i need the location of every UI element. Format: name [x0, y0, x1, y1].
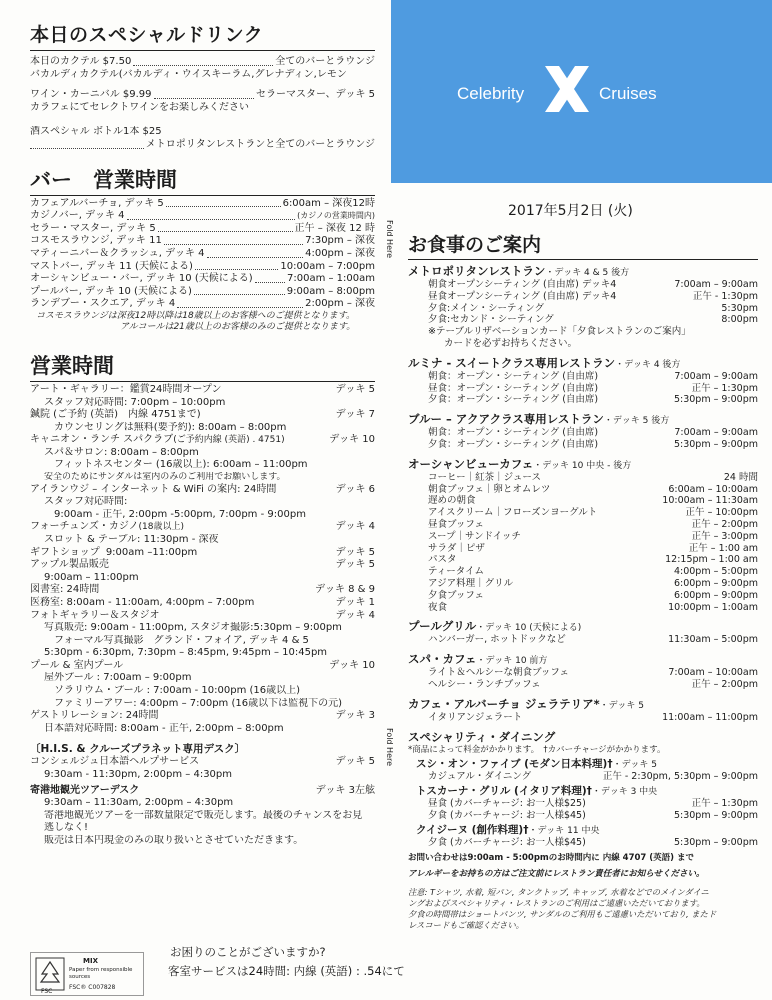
tour-sub-2: 寄港地観光ツアーを一部数量限定で販売します。最後のチャンスをお見 [44, 809, 363, 821]
specialty-heading: スペシャリティ・ダイニング [408, 729, 556, 744]
photo-sub-1: 写真販売: 9:00am - 11:00pm, スタジオ撮影:5:30pm – 9:00pm [44, 622, 342, 634]
art-gallery-row: アート・ギャラリー：鑑賞24時間オープン デッキ 5 [30, 383, 375, 395]
oceanview-row: ティータイム 4:00pm – 5:00pm [428, 566, 758, 578]
metro-row: 夕食:メイン・シーティング 5:30pm [428, 302, 758, 314]
gelato-row: イタリアンジェラート 11:00am – 11:00pm [428, 711, 758, 723]
acupuncture-sub: カウンセリングは無料(要予約): 8:00am – 8:00pm [54, 421, 287, 433]
concierge-row: コンシェルジュ日本語ヘルプサービス デッキ 5 [30, 756, 375, 768]
tour-sub-1: 9:30am – 11:30am, 2:00pm – 4:30pm [44, 797, 234, 809]
luminae-heading: ルミナ - スイートクラス専用レストラン・デッキ 4 後方 [408, 355, 681, 370]
ilounge-row: アイランウジ – インターネット & WiFi の案内: 24時間 デッキ 6 [30, 483, 375, 495]
drinks-rule [30, 50, 375, 51]
brand-left: Celebrity [457, 84, 525, 103]
oceanview-row: 夜食 10:00pm – 1:00am [428, 601, 758, 613]
fsc-badge [30, 952, 144, 996]
oceanview-heading: オーシャンビューカフェ・デッキ 10 中央 - 後方 [408, 456, 632, 471]
ilounge-sub-2: 9:00am - 正午, 2:00pm -5:00pm, 7:00pm - 9:00pm [54, 508, 306, 520]
ilounge-sub-1: スタッフ対応時間: [44, 496, 128, 508]
hours-title: 営業時間 [30, 353, 114, 378]
spa-cafe-row: ライト＆ヘルシーな朝食ブッフェ 7:00am – 10:00am [428, 667, 758, 679]
cocktail-row: 本日のカクテル $7.50 全てのバーとラウンジ [30, 56, 375, 67]
attention-block: 注意: Tシャツ, 水着, 短パン, タンクトップ, キャップ, 水着などでのメインダイニ ングおよびスペシャリティ・レストランのご利用はご遠慮いただいております。 夕食の時間帯はショートパンツ, サンダルのご利用もご遠慮いただいており, またド レスコードもご確認ください。 [408, 887, 717, 931]
dining-column [408, 230, 758, 931]
metro-row: 昼食オープンシーティング (自由席) デッキ4 正午 - 1:30pm [428, 290, 758, 302]
spa-cafe-heading: スパ・カフェ・デッキ 10 前方 [408, 652, 548, 667]
dining-title: お食事のご案内 [408, 234, 542, 256]
oceanview-row: 遅めの朝食 10:00am – 11:30am [428, 495, 758, 507]
pool-grill-row: ハンバーガー, ホットドックなど 11:30am – 5:00pm [428, 634, 758, 646]
sushi-row: カジュアル・ダイニング 正午 - 2:30pm, 5:30pm – 9:00pm [428, 771, 758, 783]
wine-row: ワイン・カーニバル $9.99 セラーマスター、デッキ 5 [30, 89, 375, 101]
fsc-tree-icon [35, 957, 65, 991]
oceanview-row: 夕食ブッフェ 6:00pm – 9:00pm [428, 589, 758, 601]
oceanview-row: スープ｜サンドイッチ 正午 – 3:00pm [428, 530, 758, 542]
tour-desk-row: 寄港地観光ツアーデスク デッキ 3左舷 [30, 784, 375, 796]
hours-rule [30, 381, 375, 382]
oceanview-row: 朝食ブッフェ｜卵とオムレツ 6:00am – 10:00am [428, 483, 758, 495]
brand-banner [391, 0, 772, 183]
menu-date: 2017年5月2日 (火) [508, 203, 633, 219]
bar-title: バー 営業時間 [30, 167, 177, 192]
tuscan-row: 昼食 (カバーチャージ: お一人様$25) 正午 – 1:30pm [428, 798, 758, 810]
guest-relations-row: ゲストリレーション: 24時間 デッキ 3 [30, 710, 375, 722]
library-row: 図書室: 24時間 デッキ 8 & 9 [30, 584, 375, 596]
blu-row: 夕食：オープン・シーティング (自由席) 5:30pm – 9:00pm [428, 438, 758, 450]
spa-sub-1: スパ＆サロン: 8:00am – 8:00pm [44, 446, 199, 458]
bar-row: マストバー, デッキ 11 (天候による) 10:00am – 7:00pm [30, 260, 375, 272]
metro-note-1: ※テーブルリザベーションカード「夕食レストランのご案内」 [428, 326, 691, 338]
fsc-paper: Paper from responsible sources [69, 967, 133, 980]
wine-desc: カラフェにてセレクトワインをお楽しみください [30, 101, 249, 113]
casino-row: フォーチュンズ・カジノ (18歳以上) デッキ 4 [30, 521, 375, 533]
photo-row: フォトギャラリー＆スタジオ デッキ 4 [30, 609, 375, 621]
specialty-note: *商品によって料金がかかります。 †カバーチャージがかかります。 [408, 744, 666, 755]
acupuncture-row: 鍼院 (ご予約 (英語) 内線 4751まで) デッキ 7 [30, 409, 375, 421]
fsc-code: FSC® C007828 [69, 984, 116, 991]
sake-label: 酒スペシャル ボトル1本 $25 [30, 126, 162, 138]
his-title: 〔H.I.S. & クルーズプラネット専用デスク〕 [30, 743, 246, 756]
metro-note-2: カードを必ずお持ちください。 [444, 337, 578, 349]
tour-sub-4: 販売は日本円現金のみの取り扱いとさせていただきます。 [44, 835, 304, 846]
contact-line: お問い合わせは9:00am - 5:00pmのお時間内に 内線 4707 (英語) まで [408, 852, 695, 863]
brand-right: Cruises [599, 84, 657, 103]
drinks-title: 本日のスペシャルドリンク [30, 24, 264, 46]
pool-sub-3: ファミリーアワー: 4:00pm – 7:00pm (16歳以下は監視下の元) [54, 697, 343, 709]
footer-help: お困りのことがございますか? [170, 945, 326, 959]
spa-club-row: キャニオン・ランチ スパクラブ (ご予約内線 (英語) . 4751) デッキ 10 [30, 434, 375, 446]
oceanview-row: アイスクリーム｜フローズンヨーグルト 正午 – 10:00pm [428, 507, 758, 519]
gift-shop-row: ギフトショップ 9:00am –11:00pm デッキ 5 [30, 546, 375, 558]
gelato-heading: カフェ・アルバーチョ ジェラテリア*・デッキ 5 [408, 696, 645, 711]
bar-note-2: アルコールは21歳以上のお客様のみのご提供となります。 [120, 322, 356, 333]
metro-heading: メトロポリタンレストラン・デッキ 4 & 5 後方 [408, 264, 630, 278]
luminae-row: 夕食：オープン・シーティング (自由席) 5:30pm – 9:00pm [428, 394, 758, 406]
bar-rule [30, 195, 375, 196]
fsc-mix: MIX [83, 957, 98, 965]
bar-list [30, 198, 375, 334]
art-gallery-sub: スタッフ対応時間: 7:00pm – 10:00pm [44, 396, 226, 408]
left-column [30, 20, 375, 848]
guest-relations-sub: 日本語対応時間: 8:00am - 正午, 2:00pm – 8:00pm [44, 722, 284, 734]
pool-grill-heading: プールグリル・デッキ 10 (天候による) [408, 619, 582, 634]
cocktail-desc: バカルディカクテル(バカルディ・ウイスキーラム,グレナディン,レモン [30, 68, 347, 80]
bar-row: マティーニバー＆クラッシュ, デッキ 4 4:00pm – 深夜 [30, 247, 375, 259]
qsine-row: 夕食 (カバーチャージ: お一人様$45) 5:30pm – 9:00pm [428, 836, 758, 848]
oceanview-row: 昼食ブッフェ 正午 – 2:00pm [428, 518, 758, 530]
allergy-line: アレルギーをお持ちの方はご注文前にレストラン責任者にお知らせください。 [408, 869, 705, 880]
oceanview-row: パスタ 12:15pm – 1:00 am [428, 554, 758, 566]
sushi-heading: スシ・オン・ファイブ (モダン日本料理)†・デッキ 5 [416, 758, 658, 771]
bar-row: コスモスラウンジ, デッキ 11 7:30pm – 深夜 [30, 235, 375, 247]
bar-row: ランデブー・スクエア, デッキ 4 2:00pm – 深夜 [30, 298, 375, 310]
concierge-sub: 9:30am - 11:30pm, 2:00pm – 4:30pm [44, 769, 233, 781]
photo-sub-2: フォーマル写真撮影 グランド・フォイア, デッキ 4 & 5 [54, 634, 309, 646]
oceanview-row: コーヒー｜紅茶｜ジュース 24 時間 [428, 471, 758, 483]
bar-row: セラー・マスター, デッキ 5 正午 – 深夜 12 時 [30, 222, 375, 234]
bar-note-1: コスモスラウンジは深夜12時以降は18歳以上のお客様へのご提供となります。 [36, 310, 355, 321]
spa-sub-2: フィットネスセンター (16歳以上): 6:00am – 11:00pm [54, 459, 308, 471]
sake-row: メトロポリタンレストランと全てのバーとラウンジ [30, 139, 375, 152]
hours-list [30, 384, 375, 736]
luminae-row: 朝食：オープン・シーティング (自由席) 7:00am – 9:00am [428, 370, 758, 382]
apple-row: アップル製品販売 デッキ 5 [30, 559, 375, 571]
bar-row: プールバー, デッキ 10 (天候による) 9:00am – 8:00pm [30, 285, 375, 297]
casino-sub: スロット & テーブル: 11:30pm - 深夜 [44, 533, 219, 545]
footer-room-service: 客室サービスは24時間: 内線 (英語) : .54にて [168, 964, 405, 978]
oceanview-row: サラダ｜ピザ 正午 – 1:00 am [428, 542, 758, 554]
dining-rule [408, 259, 758, 260]
celebrity-x-logo-icon [541, 64, 593, 114]
tuscan-heading: トスカーナ・グリル (イタリア料理)†・デッキ 3 中央 [416, 785, 658, 798]
bar-row: オーシャンビュー・バー, デッキ 10 (天候による) 7:00am – 1:00am [30, 273, 375, 285]
tour-sub-3: 逃しなく! [44, 822, 89, 834]
spa-cafe-row: ヘルシー・ランチブッフェ 正午 – 2:00pm [428, 678, 758, 690]
fsc-logo-text: FSC [41, 988, 53, 995]
tuscan-row: 夕食 (カバーチャージ: お一人様$45) 5:30pm – 9:00pm [428, 809, 758, 821]
pool-sub-2: ソラリウム・プール : 7:00am - 10:00pm (16歳以上) [54, 685, 301, 697]
fold-here-bottom: Fold Here [385, 728, 394, 767]
blu-heading: ブルー – アクアクラス専用レストラン・デッキ 5 後方 [408, 412, 670, 427]
bar-row: カフェアルバーチョ, デッキ 5 6:00am – 深夜12時 [30, 197, 375, 209]
metro-row: 夕食:セカンド・シーティング 8:00pm [428, 314, 758, 326]
pool-sub-1: 屋外プール : 7:00am – 9:00pm [44, 672, 192, 684]
blu-row: 朝食：オープン・シーティング (自由席) 7:00am – 9:00am [428, 427, 758, 439]
pool-row: プール & 室内プール デッキ 10 [30, 659, 375, 671]
luminae-row: 昼食：オープン・シーティング (自由席) 正午 – 1:30pm [428, 382, 758, 394]
fold-here-top: Fold Here [385, 220, 394, 259]
qsine-heading: クイジーヌ (創作料理)†・デッキ 11 中央 [416, 823, 600, 836]
apple-sub: 9:00am – 11:00pm [44, 571, 139, 583]
metro-row: 朝食オープンシーティング (自由席) デッキ4 7:00am – 9:00am [428, 279, 758, 290]
spa-sub-3: 安全のためにサンダルは室内のみのご利用でお願いします。 [44, 472, 286, 483]
medical-row: 医務室: 8:00am - 11:00am, 4:00pm – 7:00pm デッキ 1 [30, 596, 375, 608]
oceanview-row: アジア料理｜グリル 6:00pm – 9:00pm [428, 577, 758, 589]
bar-row: カジノバー, デッキ 4 (カジノの営業時間内) [30, 210, 375, 222]
photo-sub-3: 5:30pm - 6:30pm, 7:30pm – 8:45pm, 9:45pm – 10:45pm [44, 647, 328, 659]
